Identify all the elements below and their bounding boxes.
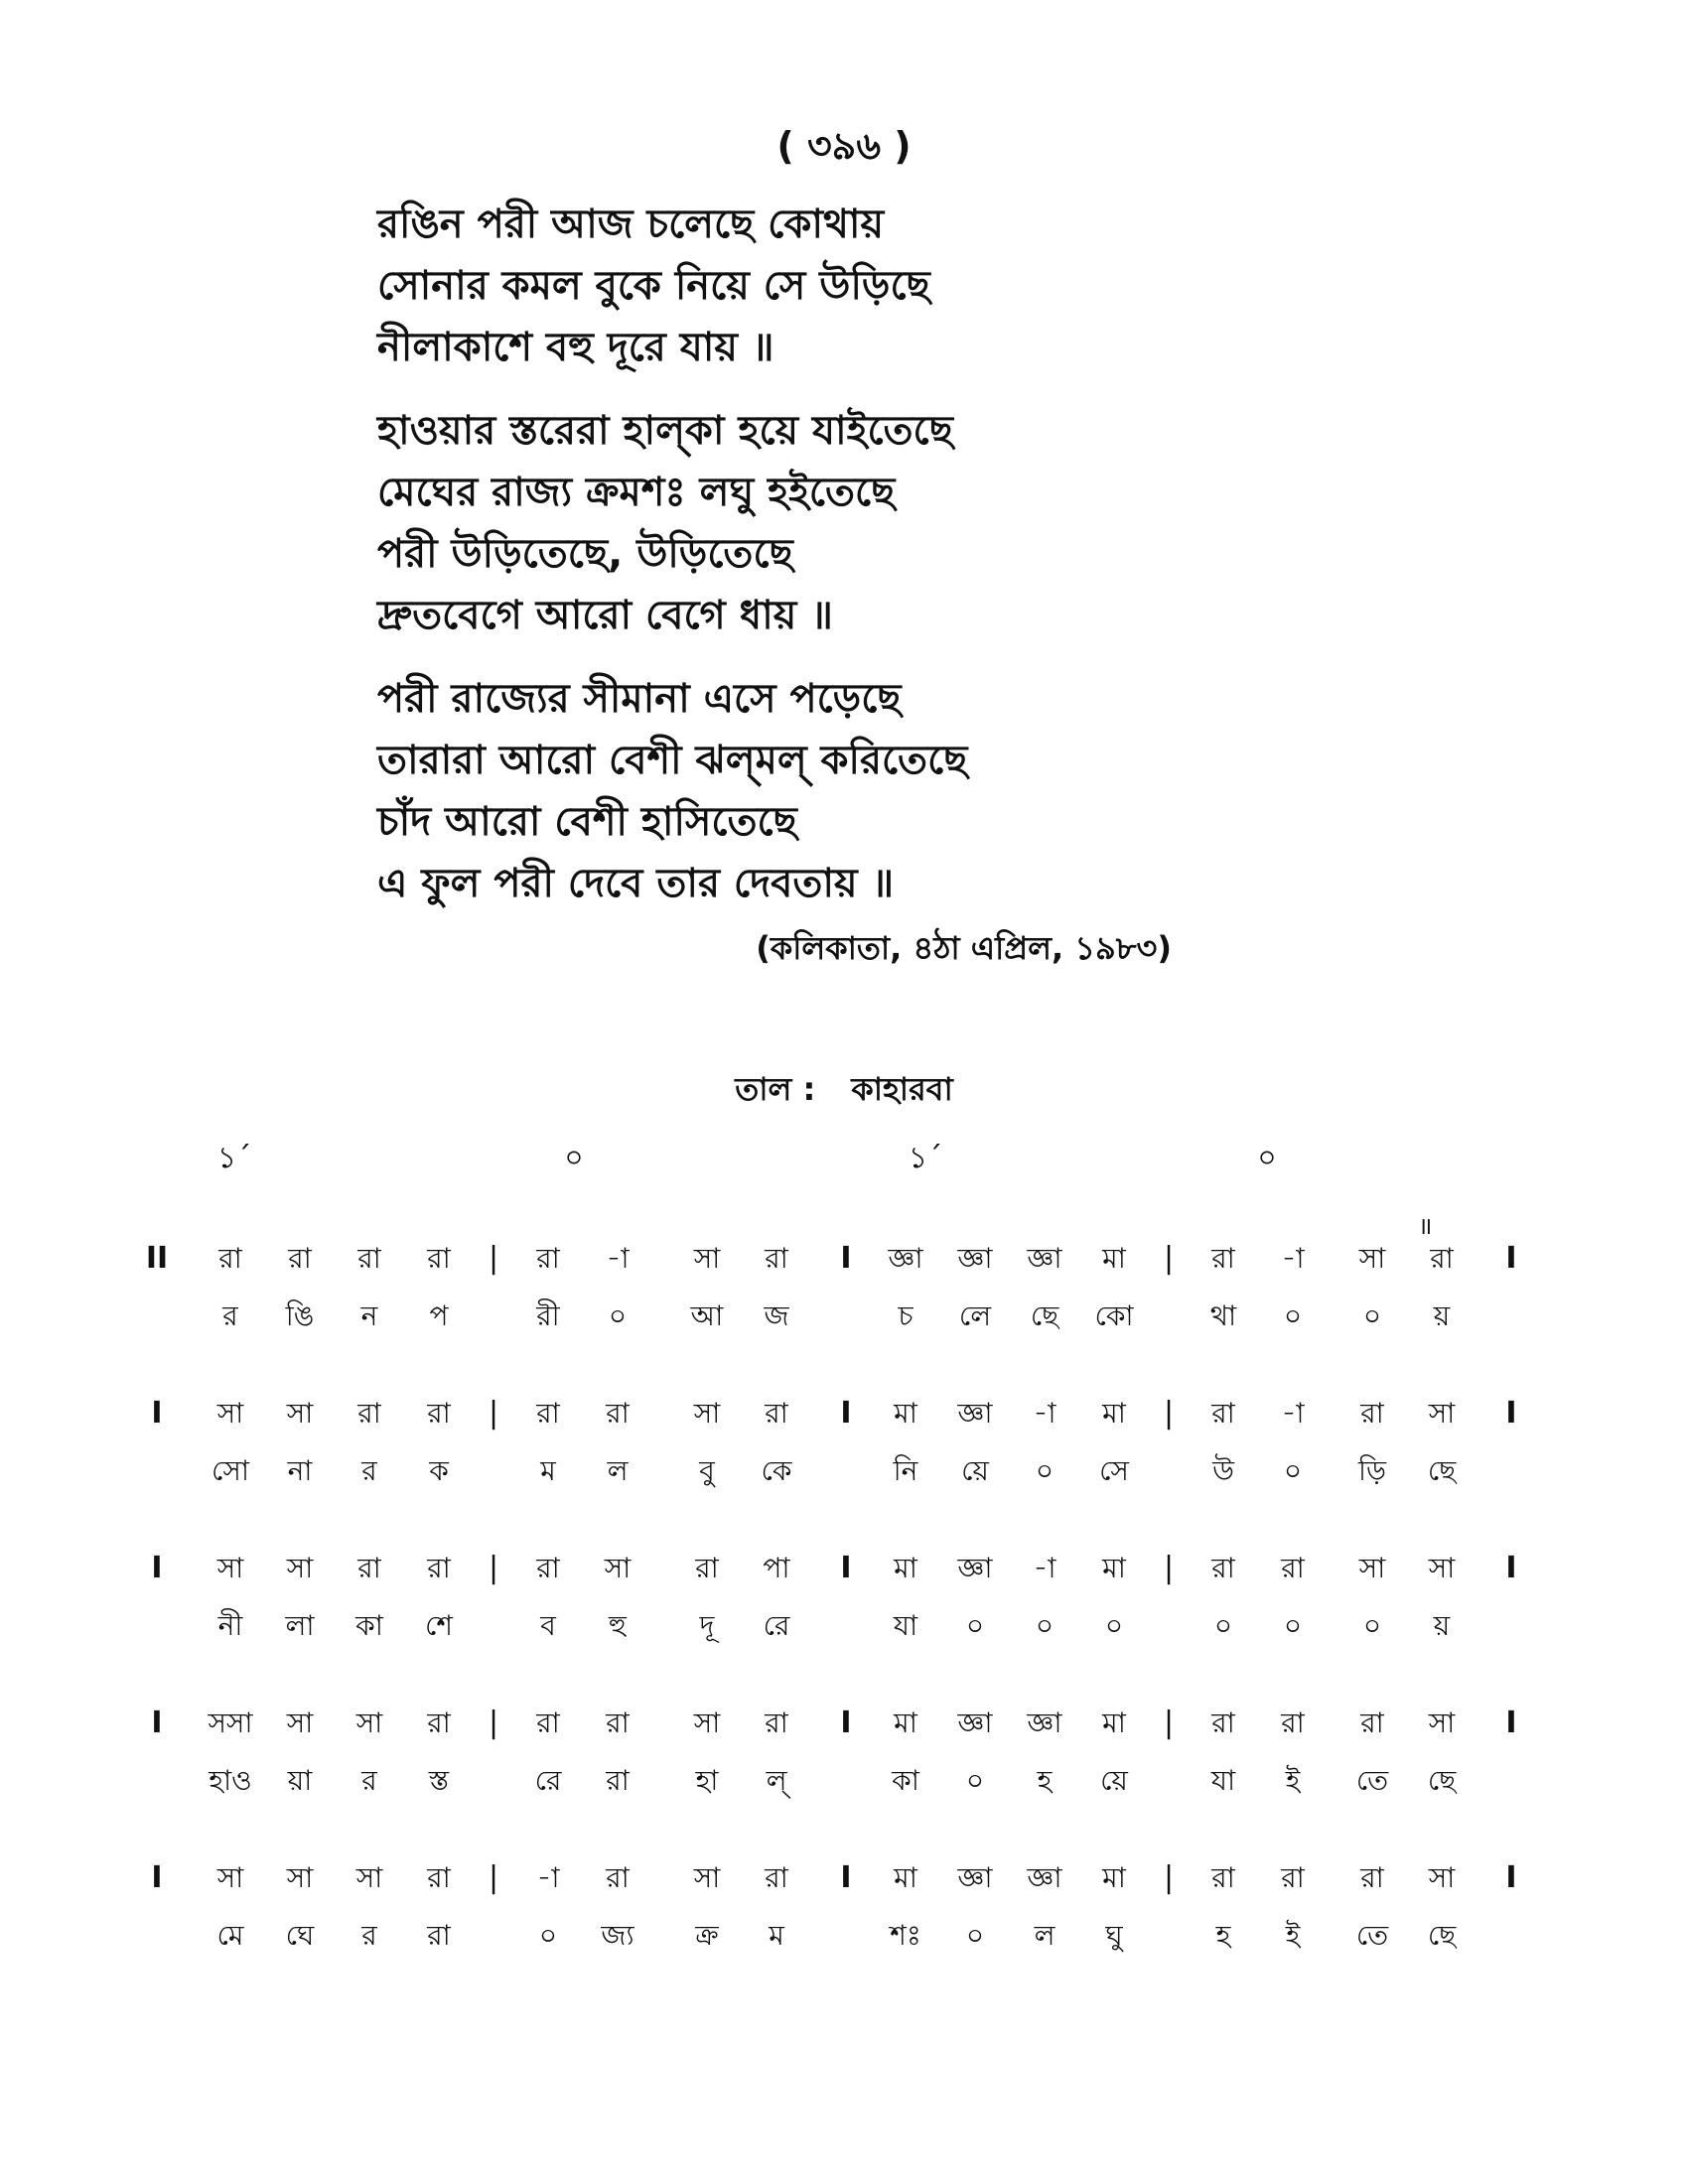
lyric-syllable: র: [222, 1299, 238, 1332]
lyric-syllable-row: [0, 1443, 1688, 1499]
lyric-syllable: য়: [1433, 1609, 1451, 1642]
lyric-syllable: ঘে: [285, 1919, 315, 1952]
lyric-syllable: ০: [1283, 1454, 1303, 1487]
swara-note: রা: [1211, 1861, 1235, 1894]
swara-note: রা: [427, 1242, 451, 1275]
swara-note: সা: [286, 1861, 314, 1894]
lyric-syllable: র: [361, 1454, 377, 1487]
mid-bar: I: [840, 1241, 852, 1276]
notation-block: [0, 1231, 1688, 1386]
lyric-syllable: ০: [1035, 1454, 1055, 1487]
swara-note: সা: [1358, 1552, 1386, 1584]
lyric-syllable: জ্য: [601, 1919, 634, 1952]
swara-note: জ্ঞা: [1027, 1861, 1062, 1894]
vibhag-line: |: [488, 1396, 499, 1431]
lyric-syllable: য়: [1433, 1299, 1451, 1332]
swara-row: [0, 1696, 1688, 1751]
lyric-syllable: ০: [1362, 1609, 1382, 1642]
lyric-line: মেঘের রাজ্য ক্রমশঃ লঘু হইতেছে: [377, 470, 896, 515]
beat-markers: [0, 1134, 1688, 1183]
vibhag-line: |: [488, 1706, 499, 1740]
lyric-syllable: শে: [425, 1609, 453, 1642]
lyric-line: এ ফুল পরী দেবে তার দেবতায় ॥: [377, 861, 895, 906]
lyric-line: পরী রাজ্যের সীমানা এসে পড়েছে: [377, 676, 902, 722]
swara-note: সা: [693, 1706, 721, 1739]
swara-note: রা: [606, 1397, 630, 1430]
lyric-syllable: ০: [1362, 1299, 1382, 1332]
lyric-syllable: নী: [217, 1609, 243, 1642]
lyric-syllable: ০: [1283, 1299, 1303, 1332]
lyric-syllable: হ: [1215, 1919, 1231, 1952]
swara-note: সা: [1428, 1861, 1456, 1894]
beat-marker: ১´: [216, 1141, 252, 1175]
swara-note: মা: [1102, 1242, 1126, 1275]
lyric-syllable: য়ে: [961, 1454, 989, 1487]
lyric-syllable: হ: [1037, 1764, 1053, 1797]
lyric-syllable: ০: [1104, 1609, 1124, 1642]
swara-note: -া: [1281, 1242, 1305, 1275]
end-bar: I: [1505, 1706, 1517, 1740]
lyric-syllable: ছে: [1427, 1764, 1457, 1797]
lyric-syllable: র: [361, 1764, 377, 1797]
end-bar: I: [1505, 1551, 1517, 1585]
swara-note: -া: [1033, 1552, 1056, 1584]
swara-note: সা: [1358, 1242, 1386, 1275]
lyric-line: হাওয়ার স্তরেরা হাল্‌কা হয়ে যাইতেছে: [377, 408, 953, 454]
lyric-syllable: ছে: [1427, 1919, 1457, 1952]
lyric-syllable: ০: [965, 1919, 985, 1952]
taal-name: কাহারবা: [851, 1070, 953, 1108]
lyric-syllable: হু: [609, 1609, 627, 1642]
lyric-syllable: ০: [965, 1609, 985, 1642]
lyric-syllable: জ: [764, 1299, 789, 1332]
swara-note: রা: [765, 1706, 788, 1739]
notation-block: [0, 1541, 1688, 1696]
lyric-syllable: আ: [690, 1299, 724, 1332]
lyric-syllable: ম: [540, 1454, 556, 1487]
swara-note: রা: [1211, 1397, 1235, 1430]
lyric-line: নীলাকাশে বহু দূরে যায় ॥: [377, 325, 774, 370]
lyric-syllable-row: [0, 1908, 1688, 1964]
swara-note: রা: [427, 1706, 451, 1739]
lyric-syllable: ল: [1034, 1919, 1055, 1952]
swara-note: সা: [1428, 1706, 1456, 1739]
swara-row: [0, 1850, 1688, 1906]
lyric-syllable-row: [0, 1289, 1688, 1344]
swara-note: মা: [894, 1552, 917, 1584]
dateline: (কলিকাতা, ৪ঠা এপ্রিল, ১৯৮৩): [756, 929, 1172, 967]
lyric-syllable: ক্র: [695, 1919, 719, 1952]
swara-note: সসা: [208, 1706, 253, 1739]
lyric-line: দ্রুতবেগে আরো বেগে ধায় ॥: [377, 593, 833, 638]
lyric-line: সোনার কমল বুকে নিয়ে সে উড়িছে: [377, 263, 930, 309]
swara-note: রা: [765, 1861, 788, 1894]
lyric-syllable: ম: [769, 1919, 784, 1952]
lyric-syllable: বু: [699, 1454, 715, 1487]
page-number: ( ৩৯৬ ): [776, 124, 912, 168]
end-bar: I: [1505, 1241, 1517, 1276]
lyric-syllable: ছে: [1030, 1299, 1059, 1332]
taal-label: তাল :: [735, 1070, 816, 1108]
lyric-syllable: ০: [1283, 1609, 1303, 1642]
swara-note: সা: [1428, 1397, 1456, 1430]
lyric-syllable: র: [361, 1919, 377, 1952]
swara-note: রা: [357, 1242, 381, 1275]
swara-note: রা: [765, 1242, 788, 1275]
start-bar: I: [151, 1860, 163, 1895]
lyric-syllable: ঙি: [285, 1299, 315, 1332]
end-bar: I: [1505, 1860, 1517, 1895]
swara-note: রা: [427, 1397, 451, 1430]
start-bar: I: [151, 1706, 163, 1740]
lyric-syllable: সে: [1099, 1454, 1129, 1487]
lyric-syllable: হাও: [209, 1764, 252, 1797]
swara-note: পা: [763, 1552, 790, 1584]
lyric-syllable: য়া: [287, 1764, 313, 1797]
lyric-syllable: ই: [1285, 1919, 1301, 1952]
swara-note: সা: [216, 1552, 244, 1584]
swara-note: সা: [693, 1397, 721, 1430]
swara-note: রা: [695, 1552, 719, 1584]
lyric-syllable: প: [429, 1299, 449, 1332]
lyric-syllable: রা: [606, 1764, 630, 1797]
swara-note: জ্ঞা: [1027, 1242, 1062, 1275]
stanza: [377, 194, 1370, 378]
lyric-syllable: রে: [763, 1609, 790, 1642]
lyric-syllable-row: [0, 1598, 1688, 1654]
swara-note: মা: [1102, 1397, 1126, 1430]
start-bar: I: [151, 1396, 163, 1431]
lyric-syllable: ড়ি: [1358, 1454, 1386, 1487]
lyric-line: রঙিন পরী আজ চলেছে কোথায়: [377, 202, 885, 247]
lyric-syllable: শঃ: [890, 1919, 921, 1952]
swara-note: সা: [286, 1397, 314, 1430]
mid-bar: I: [840, 1551, 852, 1585]
swara-note: জ্ঞা: [957, 1242, 993, 1275]
stanza: [377, 668, 1370, 914]
beat-marker: ১´: [908, 1141, 943, 1175]
lyric-syllable: য়ে: [1100, 1764, 1128, 1797]
swara-note: -া: [1281, 1397, 1305, 1430]
swara-note: -া: [1033, 1397, 1056, 1430]
vibhag-line: |: [488, 1860, 499, 1895]
swara-note: রা: [536, 1397, 560, 1430]
vibhag-line: |: [1163, 1551, 1175, 1585]
swara-note: মা: [894, 1861, 917, 1894]
vibhag-line: |: [488, 1551, 499, 1585]
swara-note: রা: [536, 1242, 560, 1275]
swara-note: সা: [216, 1861, 244, 1894]
lyric-syllable: ছে: [1427, 1454, 1457, 1487]
swara-note: সা: [693, 1242, 721, 1275]
notation-block: [0, 1386, 1688, 1541]
mid-bar: I: [840, 1396, 852, 1431]
lyric-syllable: কা: [892, 1764, 919, 1797]
lyric-syllable: রা: [427, 1919, 451, 1952]
swara-note: সা: [355, 1861, 383, 1894]
taal-heading: [0, 1064, 1688, 1118]
swara-row: [0, 1386, 1688, 1441]
lyric-syllable: কো: [1094, 1299, 1134, 1332]
vibhag-line: |: [1163, 1860, 1175, 1895]
beat-marker: ০: [1257, 1141, 1277, 1175]
notation-table: [0, 1231, 1688, 2005]
lyric-syllable: থা: [1209, 1299, 1237, 1332]
lyric-syllable: ন: [360, 1299, 378, 1332]
swara-note: রা: [536, 1552, 560, 1584]
swara-note: রা: [1211, 1706, 1235, 1739]
swara-note: জ্ঞা: [957, 1706, 993, 1739]
swara-note: রা: [1281, 1706, 1305, 1739]
swara-row: [0, 1231, 1688, 1287]
double-bar-mark: ॥: [1418, 1212, 1433, 1240]
lyric-syllable: তে: [1355, 1919, 1389, 1952]
swara-note: জ্ঞা: [957, 1861, 993, 1894]
swara-note: রা: [1211, 1552, 1235, 1584]
swara-note: রা: [606, 1861, 630, 1894]
lyric-syllable: কে: [761, 1454, 792, 1487]
start-bar: II: [145, 1241, 169, 1276]
swara-note: মা: [1102, 1706, 1126, 1739]
lyric-syllable: কা: [355, 1609, 383, 1642]
lyric-syllable: ০: [965, 1764, 985, 1797]
swara-note: সা: [1428, 1552, 1456, 1584]
mid-bar: I: [840, 1860, 852, 1895]
swara-note: রা: [1360, 1861, 1384, 1894]
swara-note: রা: [1211, 1242, 1235, 1275]
swara-row: [0, 1541, 1688, 1596]
swara-note: মা: [894, 1706, 917, 1739]
swara-note: জ্ঞা: [888, 1242, 923, 1275]
lyric-syllable: স্ত: [428, 1764, 450, 1797]
lyric-syllable: ক: [429, 1454, 449, 1487]
lyric-syllable: যা: [893, 1609, 918, 1642]
lyric-syllable: ই: [1285, 1764, 1301, 1797]
swara-note: -া: [536, 1861, 560, 1894]
swara-note: রা: [765, 1397, 788, 1430]
lyric-syllable: তে: [1355, 1764, 1389, 1797]
swara-note: রা: [536, 1706, 560, 1739]
lyric-syllable: দূ: [699, 1609, 715, 1642]
start-bar: I: [151, 1551, 163, 1585]
lyric-syllable: ব: [540, 1609, 556, 1642]
lyric-syllable: লা: [285, 1609, 315, 1642]
lyric-line: পরী উড়িতেছে, উড়িতেছে: [377, 531, 793, 577]
lyric-line: তারারা আরো বেশী ঝল্‌মল্‌ করিতেছে: [377, 738, 968, 783]
stanza: [377, 400, 1370, 646]
swara-note: জ্ঞা: [957, 1397, 993, 1430]
beat-marker: ০: [564, 1141, 584, 1175]
swara-note: সা: [355, 1706, 383, 1739]
lyric-syllable: না: [287, 1454, 313, 1487]
lyric-syllable: নি: [893, 1454, 918, 1487]
lyric-syllable: যা: [1210, 1764, 1236, 1797]
vibhag-line: |: [1163, 1396, 1175, 1431]
lyric-syllable: সো: [211, 1454, 249, 1487]
swara-note: রা: [1281, 1552, 1305, 1584]
swara-note: রা: [357, 1552, 381, 1584]
lyric-syllable: লে: [958, 1299, 992, 1332]
lyric-syllable: ল: [607, 1454, 629, 1487]
swara-note: রা: [1360, 1397, 1384, 1430]
lyric-line: চাঁদ আরো বেশী হাসিতেছে: [377, 799, 797, 845]
lyric-syllable: উ: [1212, 1454, 1234, 1487]
lyric-syllable-row: [0, 1753, 1688, 1809]
swara-note: রা: [606, 1706, 630, 1739]
swara-note: সা: [693, 1861, 721, 1894]
lyric-syllable: ০: [1213, 1609, 1233, 1642]
swara-note: মা: [894, 1397, 917, 1430]
notation-block: [0, 1850, 1688, 2005]
swara-note: সা: [604, 1552, 632, 1584]
lyric-syllable: মে: [216, 1919, 244, 1952]
lyric-syllable: চ: [898, 1299, 914, 1332]
swara-note: রা: [1281, 1861, 1305, 1894]
swara-note: সা: [216, 1397, 244, 1430]
vibhag-line: |: [1163, 1241, 1175, 1276]
lyric-syllable: রী: [536, 1299, 560, 1332]
lyric-syllable: ০: [608, 1299, 628, 1332]
swara-note: -া: [606, 1242, 630, 1275]
swara-note: রা: [357, 1397, 381, 1430]
lyric-syllable: রে: [534, 1764, 562, 1797]
swara-note: রা: [427, 1861, 451, 1894]
swara-note: সা: [286, 1706, 314, 1739]
swara-note: মা: [1102, 1552, 1126, 1584]
swara-note: সা: [286, 1552, 314, 1584]
swara-note: মা: [1102, 1861, 1126, 1894]
swara-note: রা: [218, 1242, 242, 1275]
lyric-syllable: ০: [538, 1919, 558, 1952]
notation-block: [0, 1696, 1688, 1850]
swara-note: জ্ঞা: [1027, 1706, 1062, 1739]
swara-note: রা: [1360, 1706, 1384, 1739]
swara-note: রা: [427, 1552, 451, 1584]
mid-bar: I: [840, 1706, 852, 1740]
swara-note: রা: [288, 1242, 312, 1275]
end-bar: I: [1505, 1396, 1517, 1431]
lyric-syllable: ঘু: [1105, 1919, 1123, 1952]
song-lyrics: [377, 194, 1370, 936]
lyric-syllable: ল্: [766, 1764, 787, 1797]
swara-note: রা: [1430, 1242, 1454, 1275]
lyric-syllable: হা: [695, 1764, 719, 1797]
lyric-syllable: ০: [1035, 1609, 1055, 1642]
vibhag-line: |: [1163, 1706, 1175, 1740]
swara-note: জ্ঞা: [957, 1552, 993, 1584]
vibhag-line: |: [488, 1241, 499, 1276]
